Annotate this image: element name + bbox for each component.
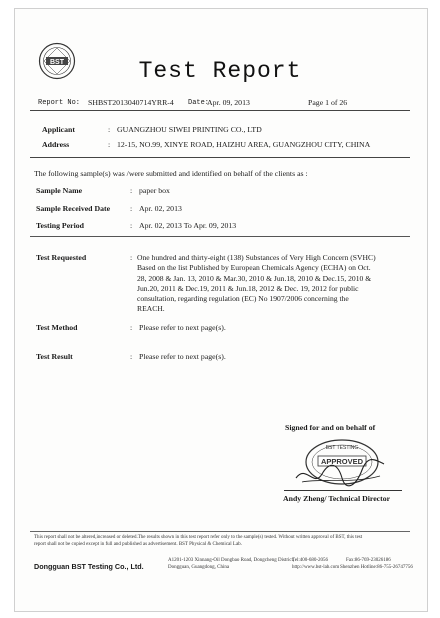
testing-period-colon: : — [130, 221, 133, 230]
logo-text: BST — [50, 58, 64, 66]
report-no-label: Report No: — [38, 99, 81, 107]
footer-address-1: A1201-1203 Xinnang-Oil Dongbao Road, Dongcheng District, — [168, 558, 295, 563]
footer-tel: Tel:400-680-2056 — [292, 558, 329, 563]
footer-company: Dongguan BST Testing Co., Ltd. — [34, 562, 144, 571]
intro-text: The following sample(s) was /were submitted and identified on behalf of the clients as : — [34, 169, 308, 178]
applicant-value: GUANGZHOU SIWEI PRINTING CO., LTD — [117, 125, 262, 134]
sample-name-label: Sample Name — [36, 186, 83, 195]
signatory-name: Andy Zheng/ Technical Director — [283, 494, 391, 503]
testing-period-label: Testing Period — [36, 221, 85, 230]
report-title: Test Report — [138, 58, 302, 84]
date-label: Date: — [188, 99, 210, 107]
test-result-label: Test Result — [36, 352, 73, 361]
footer-web: http://www.bst-lab.com — [292, 565, 340, 570]
sample-received-date: Apr. 02, 2013 — [139, 204, 182, 213]
address-value: 12-15, NO.99, XINYE ROAD, HAIZHU AREA, GUANGZHOU CITY, CHINA — [117, 140, 371, 149]
test-result-colon: : — [130, 352, 133, 361]
test-requested-line: consultation, regarding regulation (EC) No 1907/2006 concerning the — [137, 294, 349, 304]
footer-hotline: Shenzhen Hotline:86-755-26747756 — [340, 565, 413, 570]
signed-on-behalf: Signed for and on behalf of — [285, 423, 376, 432]
client-rule — [30, 157, 410, 158]
stamp-top-text: BST TESTING — [325, 445, 359, 451]
address-colon: : — [108, 140, 111, 149]
test-requested-line: Based on the list Published by European Chemicals Agency (ECHA) on Oct. — [137, 263, 371, 273]
stamp-approved-text: APPROVED — [320, 457, 364, 466]
report-date: Apr. 09, 2013 — [207, 98, 250, 107]
applicant-label: Applicant — [42, 125, 75, 134]
footer-address-2: Dongguan, Guangdong, China — [168, 565, 230, 570]
applicant-colon: : — [108, 125, 111, 134]
disclaimer-line-1: This report shall not be altered,increased or deleted.The results shown in this test report refer only to the sample(s) tested. Without written approval of BST, this test — [34, 535, 363, 540]
sample-received-colon: : — [130, 204, 133, 213]
test-method-label: Test Method — [36, 323, 78, 332]
test-method-colon: : — [130, 323, 133, 332]
disclaimer-line-2: report shall not be copied except in full and published as advertisement. BST Physical & Chemical Lab. — [34, 542, 242, 547]
sample-rule — [30, 236, 410, 237]
footer-rule — [30, 531, 410, 532]
sample-name: paper box — [139, 186, 170, 195]
signature-line — [284, 490, 402, 491]
footer-fax: Fax:86-769-23026186 — [346, 558, 391, 563]
test-requested-line: Jun.20, 2011 & Dec.19, 2011 & Jun.18, 2012 & Dec. 19, 2012 for public — [137, 283, 359, 293]
testing-period: Apr. 02, 2013 To Apr. 09, 2013 — [139, 221, 237, 230]
header-rule — [30, 110, 410, 111]
report-no: SHBST2013040714YRR-4 — [88, 98, 174, 107]
test-result: Please refer to next page(s). — [139, 352, 226, 361]
test-requested-line: 28, 2008 & Jan. 13, 2010 & Mar.30, 2010 & Jun.18, 2010 & Dec.15, 2010 & — [137, 273, 372, 283]
address-label: Address — [42, 140, 70, 149]
test-method: Please refer to next page(s). — [139, 323, 226, 332]
test-requested-line: One hundred and thirty-eight (138) Substances of Very High Concern (SVHC) — [137, 253, 376, 262]
test-requested-label: Test Requested — [36, 253, 87, 262]
test-requested-text — [137, 253, 402, 315]
approved-stamp — [292, 434, 388, 492]
sample-name-colon: : — [130, 186, 133, 195]
sample-received-label: Sample Received Date — [36, 204, 111, 213]
test-requested-line: REACH. — [137, 304, 165, 314]
test-requested-colon: : — [130, 253, 133, 262]
page-number: Page 1 of 26 — [308, 98, 348, 107]
